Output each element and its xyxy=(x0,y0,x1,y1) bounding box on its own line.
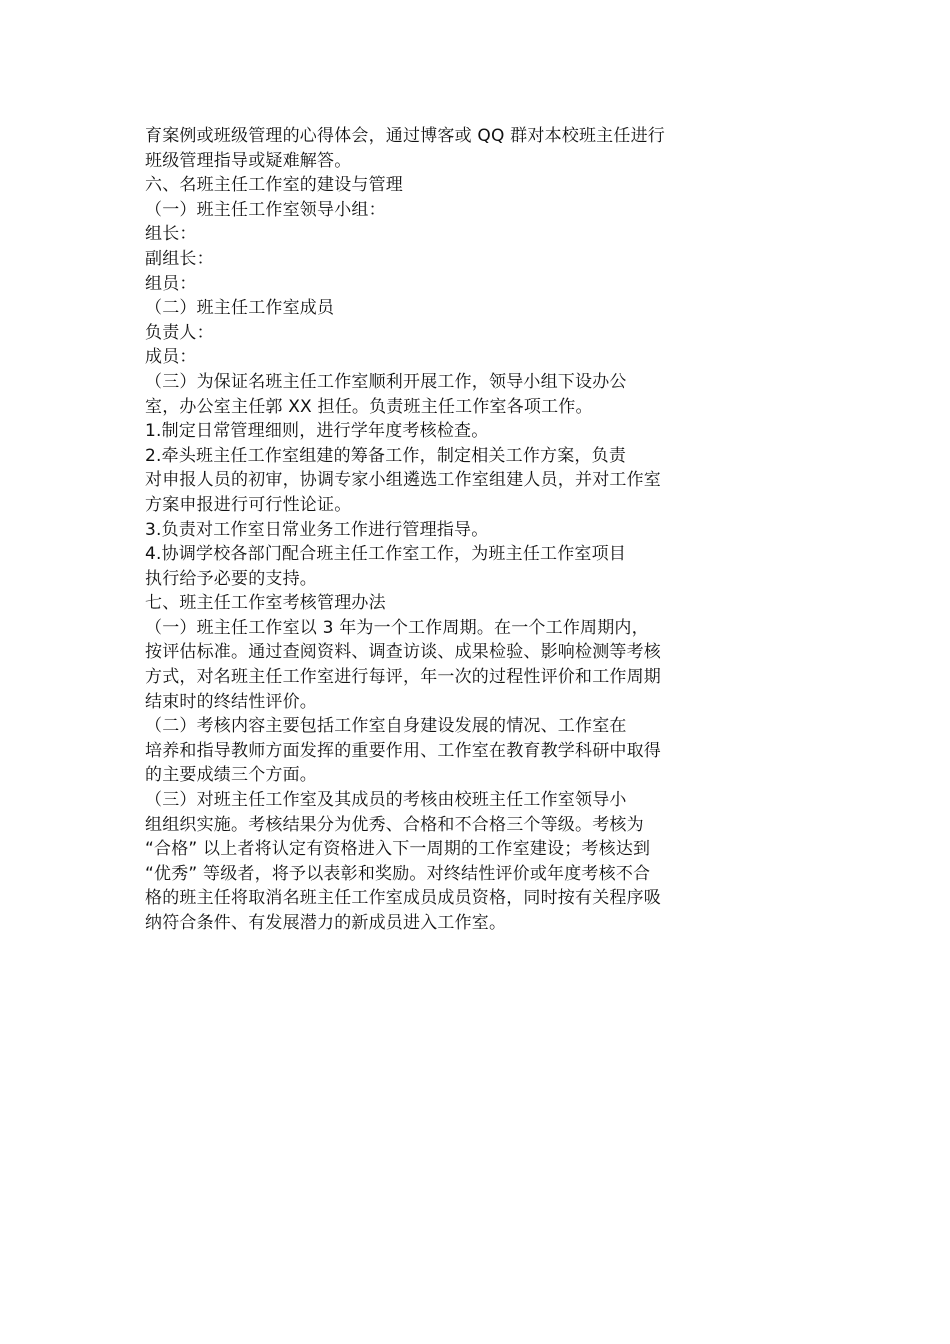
section-heading: 六、名班主任工作室的建设与管理 xyxy=(145,175,403,196)
text-line: 组组织实施。考核结果分为优秀、合格和不合格三个等级。考核为 xyxy=(145,814,644,835)
text-line: 育案例或班级管理的心得体会，通过博客或 QQ 群对本校班主任进行 xyxy=(145,126,665,146)
section-heading: 七、班主任工作室考核管理办法 xyxy=(145,593,386,614)
text-line: 班级管理指导或疑难解答。 xyxy=(145,150,352,171)
subsection-heading: （二）班主任工作室成员 xyxy=(145,298,335,319)
text-line: 方案申报进行可行性论证。 xyxy=(145,494,352,515)
text-line: （一）班主任工作室以 3 年为一个工作周期。在一个工作周期内， xyxy=(145,617,649,638)
text-line: 纳符合条件、有发展潜力的新成员进入工作室。 xyxy=(145,913,507,933)
text-line: （二）考核内容主要包括工作室自身建设发展的情况、工作室在 xyxy=(145,716,627,737)
list-item: 1.制定日常管理细则，进行学年度考核检查。 xyxy=(145,421,489,442)
text-line: 培养和指导教师方面发挥的重要作用、工作室在教育教学科研中取得 xyxy=(145,740,661,761)
subsection-heading: （一）班主任工作室领导小组： xyxy=(145,199,386,220)
text-line: 执行给予必要的支持。 xyxy=(145,568,317,589)
list-item: 3.负责对工作室日常业务工作进行管理指导。 xyxy=(145,519,489,540)
list-item: 2.牵头班主任工作室组建的筹备工作，制定相关工作方案，负责 xyxy=(145,445,627,466)
text-line: 格的班主任将取消名班主任工作室成员成员资格，同时按有关程序吸 xyxy=(145,888,661,909)
text-line: “优秀” 等级者，将予以表彰和奖励。对终结性评价或年度考核不合 xyxy=(145,863,651,884)
text-line: 方式，对名班主任工作室进行每评，年一次的过程性评价和工作周期 xyxy=(145,667,661,688)
text-line: （三）对班主任工作室及其成员的考核由校班主任工作室领导小 xyxy=(145,790,627,811)
text-line: 室，办公室主任郭 XX 担任。负责班主任工作室各项工作。 xyxy=(145,396,593,417)
text-line: 的主要成绩三个方面。 xyxy=(145,765,317,786)
document-body xyxy=(145,124,735,936)
text-line: 负责人： xyxy=(145,322,214,343)
text-line: 组长： xyxy=(145,224,197,245)
text-line: 按评估标准。通过查阅资料、调查访谈、成果检验、影响检测等考核 xyxy=(145,642,661,663)
text-line: 成员： xyxy=(145,347,197,368)
text-line: 组员： xyxy=(145,273,197,294)
text-line: 对申报人员的初审，协调专家小组遴选工作室组建人员，并对工作室 xyxy=(145,470,661,491)
text-line: （三）为保证名班主任工作室顺利开展工作，领导小组下设办公 xyxy=(145,371,627,392)
text-line: 副组长： xyxy=(145,248,214,269)
text-line: 结束时的终结性评价。 xyxy=(145,691,317,712)
list-item: 4.协调学校各部门配合班主任工作室工作，为班主任工作室项目 xyxy=(145,544,627,565)
text-line: “合格” 以上者将认定有资格进入下一周期的工作室建设；考核达到 xyxy=(145,839,651,860)
